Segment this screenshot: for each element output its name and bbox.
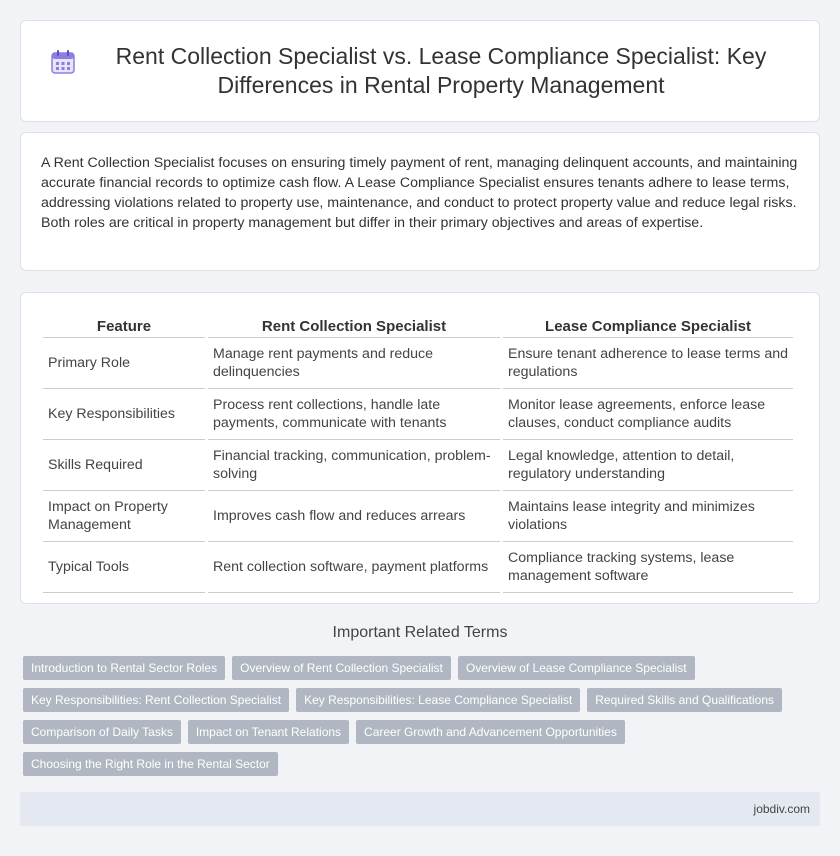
related-term-tag[interactable]: Key Responsibilities: Lease Compliance Specialist bbox=[296, 688, 580, 712]
related-term-tag[interactable]: Choosing the Right Role in the Rental Sector bbox=[23, 752, 278, 776]
related-term-tag[interactable]: Required Skills and Qualifications bbox=[587, 688, 782, 712]
summary-card bbox=[20, 132, 820, 271]
table-header-row bbox=[43, 311, 793, 338]
related-term-tag[interactable]: Comparison of Daily Tasks bbox=[23, 720, 181, 744]
table-cell: Process rent collections, handle late payments, communicate with tenants bbox=[208, 389, 500, 440]
table-row bbox=[43, 389, 793, 440]
summary-text: A Rent Collection Specialist focuses on ensuring timely payment of rent, managing delinquent accounts, and maintaining accurate financial records to optimize cash flow. A Lease Compliance Specialist ensures tenants adhere to lease terms, addressing violations related to property use, maintenance, and conduct to protect property value and reduce legal risks. Both roles are critical in property management but differ in their primary objectives and areas of expertise. bbox=[41, 155, 798, 231]
related-terms-tags bbox=[20, 656, 820, 784]
related-term-tag[interactable]: Overview of Lease Compliance Specialist bbox=[458, 656, 695, 680]
table-cell: Rent collection software, payment platforms bbox=[208, 542, 500, 593]
column-header-feature: Feature bbox=[43, 311, 205, 338]
table-cell: Primary Role bbox=[43, 338, 205, 389]
comparison-table bbox=[40, 311, 796, 593]
table-cell: Improves cash flow and reduces arrears bbox=[208, 491, 500, 542]
table-cell: Monitor lease agreements, enforce lease clauses, conduct compliance audits bbox=[503, 389, 793, 440]
column-header-lease-compliance: Lease Compliance Specialist bbox=[503, 311, 793, 338]
table-row bbox=[43, 491, 793, 542]
related-term-tag[interactable]: Overview of Rent Collection Specialist bbox=[232, 656, 451, 680]
table-cell: Financial tracking, communication, problem-solving bbox=[208, 440, 500, 491]
related-terms-title: Important Related Terms bbox=[332, 624, 508, 641]
related-terms-section bbox=[20, 624, 820, 784]
footer-site-link[interactable]: jobdiv.com bbox=[753, 802, 810, 816]
table-cell: Ensure tenant adherence to lease terms and regulations bbox=[503, 338, 793, 389]
related-term-tag[interactable]: Key Responsibilities: Rent Collection Specialist bbox=[23, 688, 289, 712]
table-cell: Compliance tracking systems, lease management software bbox=[503, 542, 793, 593]
related-term-tag[interactable]: Impact on Tenant Relations bbox=[188, 720, 349, 744]
page-title: Rent Collection Specialist vs. Lease Compliance Specialist: Key Differences in Rental Property Management bbox=[115, 43, 767, 98]
table-cell: Legal knowledge, attention to detail, regulatory understanding bbox=[503, 440, 793, 491]
header-card bbox=[20, 20, 820, 122]
comparison-table-card bbox=[20, 292, 820, 604]
table-row bbox=[43, 542, 793, 593]
table-cell: Typical Tools bbox=[43, 542, 205, 593]
related-term-tag[interactable]: Introduction to Rental Sector Roles bbox=[23, 656, 225, 680]
table-cell: Maintains lease integrity and minimizes violations bbox=[503, 491, 793, 542]
footer bbox=[20, 792, 820, 826]
table-row bbox=[43, 440, 793, 491]
calendar-icon bbox=[49, 48, 77, 76]
column-header-rent-collection: Rent Collection Specialist bbox=[208, 311, 500, 338]
related-term-tag[interactable]: Career Growth and Advancement Opportunities bbox=[356, 720, 625, 744]
table-cell: Skills Required bbox=[43, 440, 205, 491]
table-cell: Key Responsibilities bbox=[43, 389, 205, 440]
table-cell: Impact on Property Management bbox=[43, 491, 205, 542]
table-row bbox=[43, 338, 793, 389]
title-wrap bbox=[49, 42, 791, 100]
table-cell: Manage rent payments and reduce delinquencies bbox=[208, 338, 500, 389]
